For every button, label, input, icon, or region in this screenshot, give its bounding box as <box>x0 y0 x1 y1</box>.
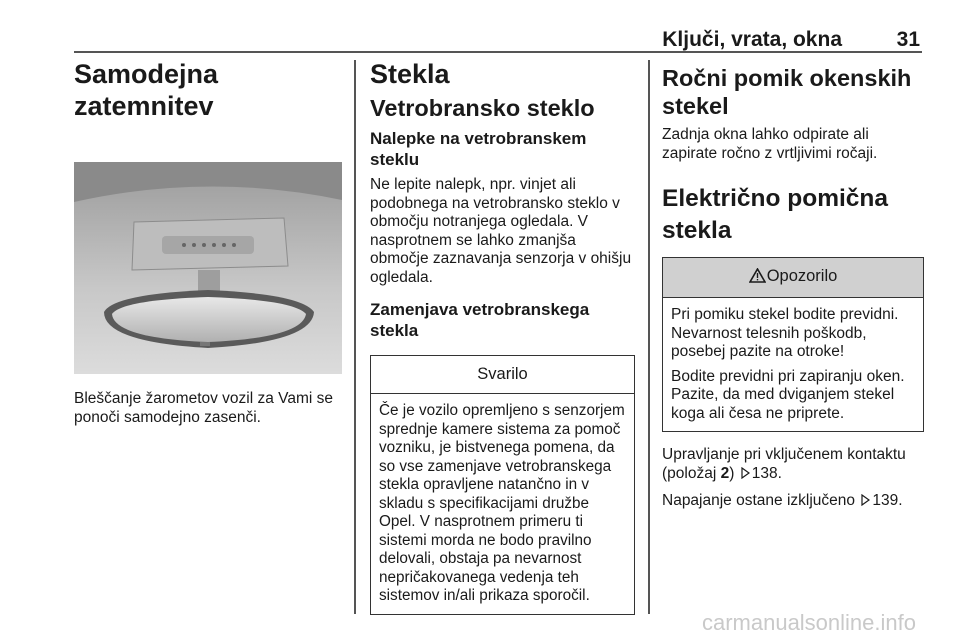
notice-title: Svarilo <box>371 356 634 394</box>
warning-box <box>662 257 924 432</box>
column-divider <box>354 60 356 614</box>
warning-paragraph-1: Pri pomiku stekel bodite previdni. Nevarnost telesnih poškodb, posebej pazite na otroke! <box>671 306 899 360</box>
subheading-windscreen: Vetrobransko steklo <box>370 95 595 121</box>
watermark: carmanualsonline.info <box>701 610 916 635</box>
rearview-mirror-illustration <box>74 162 342 374</box>
column-2 <box>370 58 635 615</box>
heading-windscreen-stickers: Nalepke na vetrobranskem steklu <box>370 129 587 169</box>
warning-paragraph-2: Bodite previdni pri zapiranju oken. Pazite, da med dviganjem stekel koga ali česa ne priprete. <box>671 367 905 422</box>
header-rule <box>74 51 922 53</box>
paragraph-ignition: Upravljanje pri vključenem kontaktu (položaj 2) 138. <box>662 446 924 484</box>
page-reference-arrow-icon[interactable] <box>861 493 870 512</box>
heading-manual-windows: Ročni pomik okenskih stekel <box>662 65 912 119</box>
heading-windscreen-replacement: Zamenjava vetrobranskega stekla <box>370 300 590 340</box>
page-number: 31 <box>896 28 920 51</box>
running-header-title: Ključi, vrata, okna <box>662 28 842 51</box>
page-reference-138[interactable]: 138. <box>751 464 782 482</box>
warning-triangle-icon <box>749 268 766 288</box>
paragraph-manual-windows: Zadnja okna lahko odpirate ali zapirate ročno z vrtljivimi ročaji. <box>662 126 878 162</box>
column-3 <box>662 58 924 520</box>
page-reference-139[interactable]: 139. <box>872 492 903 509</box>
figure-caption: Bleščanje žarometov vozil za Vami se ponoči samodejno zasenči. <box>74 390 334 426</box>
column-divider <box>648 60 650 614</box>
section-heading-glass: Stekla <box>370 59 450 89</box>
paragraph-power-off: Napajanje ostane izključeno 139. <box>662 492 924 512</box>
paragraph-stickers: Ne lepite nalepk, npr. vinjet ali podobnega na vetrobransko steklo v območju notranjega ogledala. V nasprotnem se lahko zmanjša območje zaznavanja senzorja v ohišju ogledala. <box>370 176 632 286</box>
notice-box <box>370 355 635 615</box>
warning-title: Opozorilo <box>766 267 838 285</box>
notice-text: Če je vozilo opremljeno s senzorjem sprednje kamere sistema za pomoč vozniku, je bistvenega pomena, da so vse zamenjave vetrobranskega stekla opravljene natančno in v skladu s specifikacijami družbe Opel. V nasprotnem primeru ti sistemi morda ne bodo pravilno delovali, obstaja pa nevarnost nepričakovanega vedenja teh sistemov in/ali prikaza sporočil. <box>379 402 625 604</box>
page-reference-arrow-icon[interactable] <box>741 466 750 485</box>
section-heading-auto-dimming: Samodejna zatemnitev <box>74 59 219 121</box>
heading-power-windows: Električno pomična stekla <box>662 185 889 244</box>
warning-header <box>663 258 923 298</box>
column-1 <box>74 58 342 435</box>
